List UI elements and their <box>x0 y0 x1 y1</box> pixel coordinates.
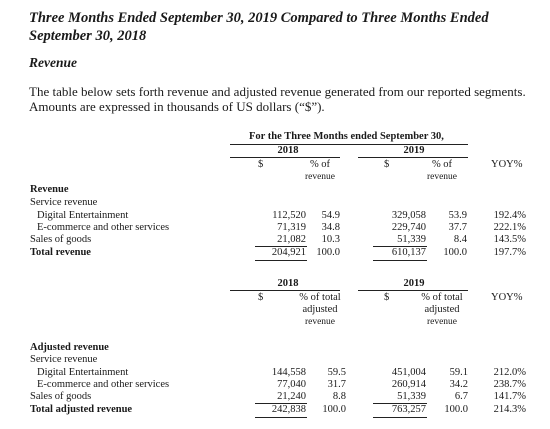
value-2019: 451,004 <box>391 367 426 378</box>
total-rule-2019 <box>373 260 427 261</box>
value-2019: 329,058 <box>391 210 426 221</box>
dollar-col-2018: $ <box>258 159 264 170</box>
year-2018-header: 2018 <box>277 145 299 156</box>
year-2019-rule <box>358 290 468 291</box>
row-label: Total revenue <box>30 247 91 258</box>
row-label: Sales of goods <box>30 234 92 245</box>
value-2019: 260,914 <box>391 379 426 390</box>
pct-2019: 59.1 <box>449 367 468 378</box>
yoy-value: 238.7% <box>493 379 526 390</box>
pct-2018: 10.3 <box>321 234 340 245</box>
pct-2019: 53.9 <box>448 210 467 221</box>
adjusted-section-label: Adjusted revenue <box>30 342 109 353</box>
pct-col-2019-line1: % of total <box>421 292 463 303</box>
pct-col-2019-line1: % of <box>431 159 453 170</box>
value-2018: 77,040 <box>277 379 306 390</box>
row-label: Sales of goods <box>30 391 92 402</box>
pct-2019: 34.2 <box>449 379 468 390</box>
year-2019-header: 2019 <box>403 278 425 289</box>
pct-2018: 59.5 <box>327 367 346 378</box>
pct-2019: 8.4 <box>453 234 467 245</box>
pct-col-2018-line1: % of total <box>299 292 341 303</box>
value-2019: 610,137 <box>391 247 426 258</box>
value-2019: 51,339 <box>397 234 426 245</box>
year-2018-header: 2018 <box>277 278 299 289</box>
yoy-col-header: YOY% <box>491 292 523 303</box>
pct-2018: 31.7 <box>327 379 346 390</box>
yoy-value: 214.3% <box>493 404 526 415</box>
service-revenue-label: Service revenue <box>30 197 98 208</box>
pct-2018: 54.9 <box>321 210 340 221</box>
pct-2018: 34.8 <box>321 222 340 233</box>
row-label: Digital Entertainment <box>37 210 129 221</box>
dollar-col-2019: $ <box>384 159 390 170</box>
yoy-col-header: YOY% <box>491 159 523 170</box>
value-2018: 112,520 <box>272 210 306 221</box>
pct-2018: 100.0 <box>316 247 340 258</box>
period-header: For the Three Months ended September 30, <box>249 131 444 142</box>
row-label: E-commerce and other services <box>37 222 170 233</box>
service-revenue-label: Service revenue <box>30 354 98 365</box>
intro-paragraph: The table below sets forth revenue and adjusted revenue generated from our reported segments. Amounts are expressed in thousands of US dollars (“$”). <box>29 84 526 114</box>
row-label: E-commerce and other services <box>37 379 170 390</box>
year-2018-rule <box>230 290 340 291</box>
total-rule-2018 <box>255 417 307 418</box>
total-rule-2019 <box>373 417 427 418</box>
yoy-value: 212.0% <box>493 367 526 378</box>
value-2018: 144,558 <box>271 367 306 378</box>
row-label: Digital Entertainment <box>37 367 129 378</box>
value-2019: 51,339 <box>397 391 426 402</box>
pct-2019: 37.7 <box>448 222 467 233</box>
value-2019: 763,257 <box>391 404 426 415</box>
pct-col-2019-line3: revenue <box>426 317 458 327</box>
yoy-value: 222.1% <box>493 222 526 233</box>
pct-2019: 100.0 <box>443 247 467 258</box>
year-2019-rule <box>358 157 468 158</box>
row-label: Total adjusted revenue <box>30 404 133 415</box>
pct-col-2018-line2: adjusted <box>302 304 338 315</box>
value-2018: 71,319 <box>277 222 306 233</box>
pct-col-2019-line2: revenue <box>426 172 458 182</box>
revenue-section-label: Revenue <box>30 184 69 195</box>
year-2019-header: 2019 <box>403 145 425 156</box>
pct-col-2018-line3: revenue <box>304 317 336 327</box>
dollar-col-2018: $ <box>258 292 264 303</box>
value-2018: 21,082 <box>277 234 306 245</box>
pct-col-2018-line1: % of <box>309 159 331 170</box>
pct-2018: 8.8 <box>332 391 346 402</box>
dollar-col-2019: $ <box>384 292 390 303</box>
value-2018: 21,240 <box>277 391 306 402</box>
yoy-value: 197.7% <box>493 247 526 258</box>
yoy-value: 192.4% <box>493 210 526 221</box>
value-2018: 242,838 <box>271 404 306 415</box>
revenue-subheading: Revenue <box>29 55 77 70</box>
pct-col-2018-line2: revenue <box>304 172 336 182</box>
section-heading: Three Months Ended September 30, 2019 Compared to Three Months Ended September 30, 2018 <box>29 10 489 44</box>
value-2019: 229,740 <box>391 222 426 233</box>
yoy-value: 141.7% <box>493 391 526 402</box>
total-rule-2018 <box>255 260 307 261</box>
pct-2019: 100.0 <box>444 404 468 415</box>
year-2018-rule <box>230 157 340 158</box>
pct-2019: 6.7 <box>454 391 468 402</box>
value-2018: 204,921 <box>271 247 306 258</box>
pct-2018: 100.0 <box>322 404 346 415</box>
yoy-value: 143.5% <box>493 234 526 245</box>
pct-col-2019-line2: adjusted <box>424 304 460 315</box>
